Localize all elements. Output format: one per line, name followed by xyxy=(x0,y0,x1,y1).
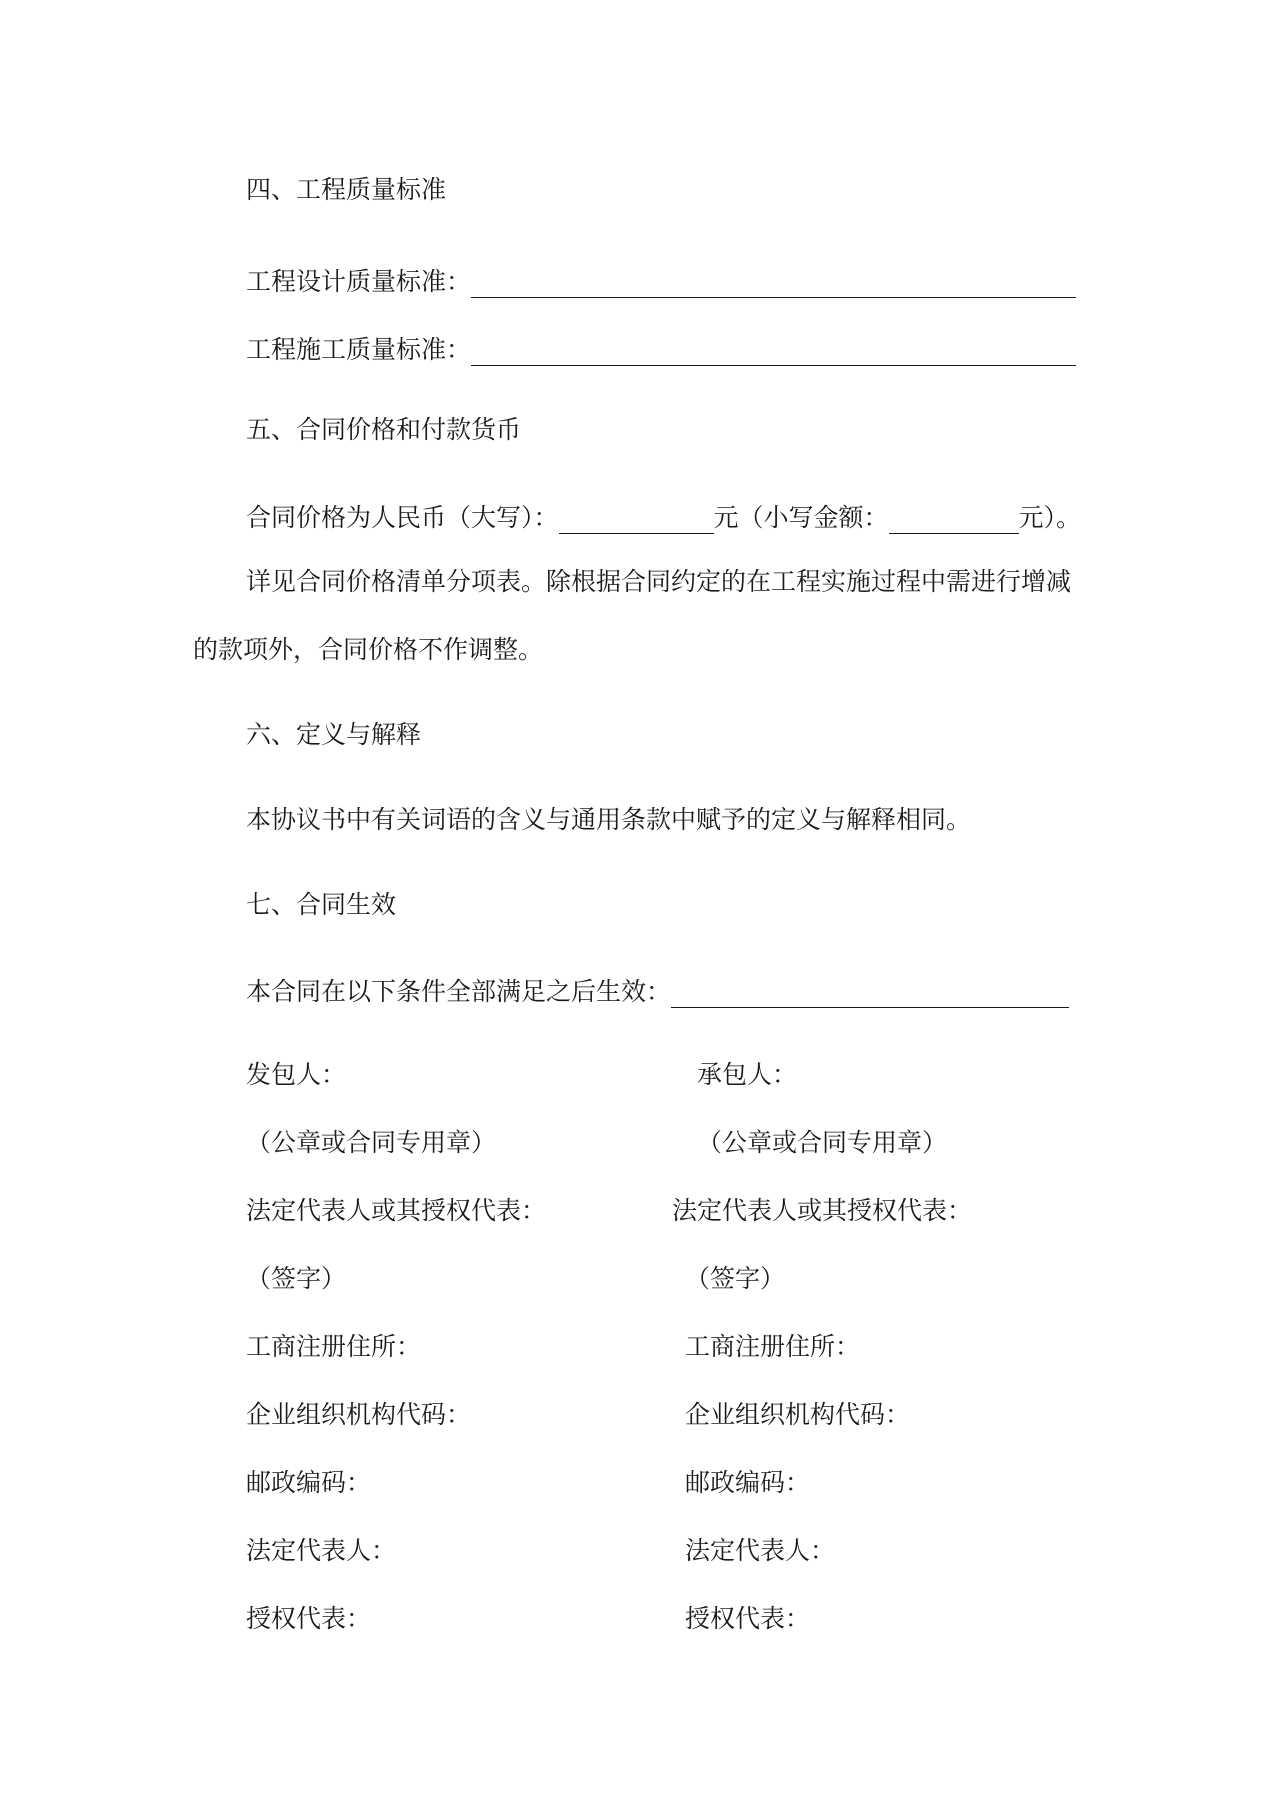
effective-condition-label: 本合同在以下条件全部满足之后生效： xyxy=(246,977,672,1006)
design-standard-blank[interactable] xyxy=(471,267,1076,298)
employer-legal-rep-label: 法定代表人： xyxy=(246,1536,397,1565)
employer-seal-note: （公章或合同专用章） xyxy=(246,1128,497,1157)
contractor-address-label: 工商注册住所： xyxy=(685,1332,861,1361)
section-5-heading: 五、合同价格和付款货币 xyxy=(246,415,522,444)
construction-standard-label: 工程施工质量标准： xyxy=(246,335,472,364)
employer-address-label: 工商注册住所： xyxy=(246,1332,422,1361)
contractor-seal-note: （公章或合同专用章） xyxy=(697,1128,948,1157)
construction-standard-blank[interactable] xyxy=(471,335,1076,366)
employer-auth-rep-label: 授权代表： xyxy=(246,1604,372,1633)
design-standard-field xyxy=(246,262,1076,298)
employer-rep-label: 法定代表人或其授权代表： xyxy=(246,1196,547,1225)
price-prefix-label: 合同价格为人民币（大写）： xyxy=(246,503,559,532)
definition-paragraph: 本协议书中有关词语的含义与通用条款中赋予的定义与解释相同。 xyxy=(246,805,972,834)
effective-condition-blank[interactable] xyxy=(671,977,1069,1008)
construction-standard-field xyxy=(246,330,1076,366)
price-small-label: 元（小写金额： xyxy=(713,503,889,532)
section-7-heading: 七、合同生效 xyxy=(246,890,397,919)
price-capital-blank[interactable] xyxy=(559,503,714,534)
section-4-heading: 四、工程质量标准 xyxy=(246,175,447,204)
contract-price-field xyxy=(246,498,1081,534)
contractor-auth-rep-label: 授权代表： xyxy=(685,1604,811,1633)
employer-label: 发包人： xyxy=(246,1060,347,1089)
section-6-heading: 六、定义与解释 xyxy=(246,720,422,749)
contractor-postal-label: 邮政编码： xyxy=(685,1468,811,1497)
design-standard-label: 工程设计质量标准： xyxy=(246,267,472,296)
contractor-legal-rep-label: 法定代表人： xyxy=(685,1536,836,1565)
contractor-rep-label: 法定代表人或其授权代表： xyxy=(672,1196,973,1225)
price-small-blank[interactable] xyxy=(889,503,1019,534)
contractor-org-code-label: 企业组织机构代码： xyxy=(685,1400,911,1429)
price-paragraph-line-2: 的款项外，合同价格不作调整。 xyxy=(193,635,544,664)
price-close-label: 元）。 xyxy=(1018,503,1082,532)
contractor-sign-note: （签字） xyxy=(685,1264,786,1293)
employer-org-code-label: 企业组织机构代码： xyxy=(246,1400,472,1429)
employer-sign-note: （签字） xyxy=(246,1264,347,1293)
contractor-label: 承包人： xyxy=(697,1060,798,1089)
employer-postal-label: 邮政编码： xyxy=(246,1468,372,1497)
effective-condition-field xyxy=(246,972,1069,1008)
price-paragraph-line-1: 详见合同价格清单分项表。除根据合同约定的在工程实施过程中需进行增减 xyxy=(246,567,1072,596)
